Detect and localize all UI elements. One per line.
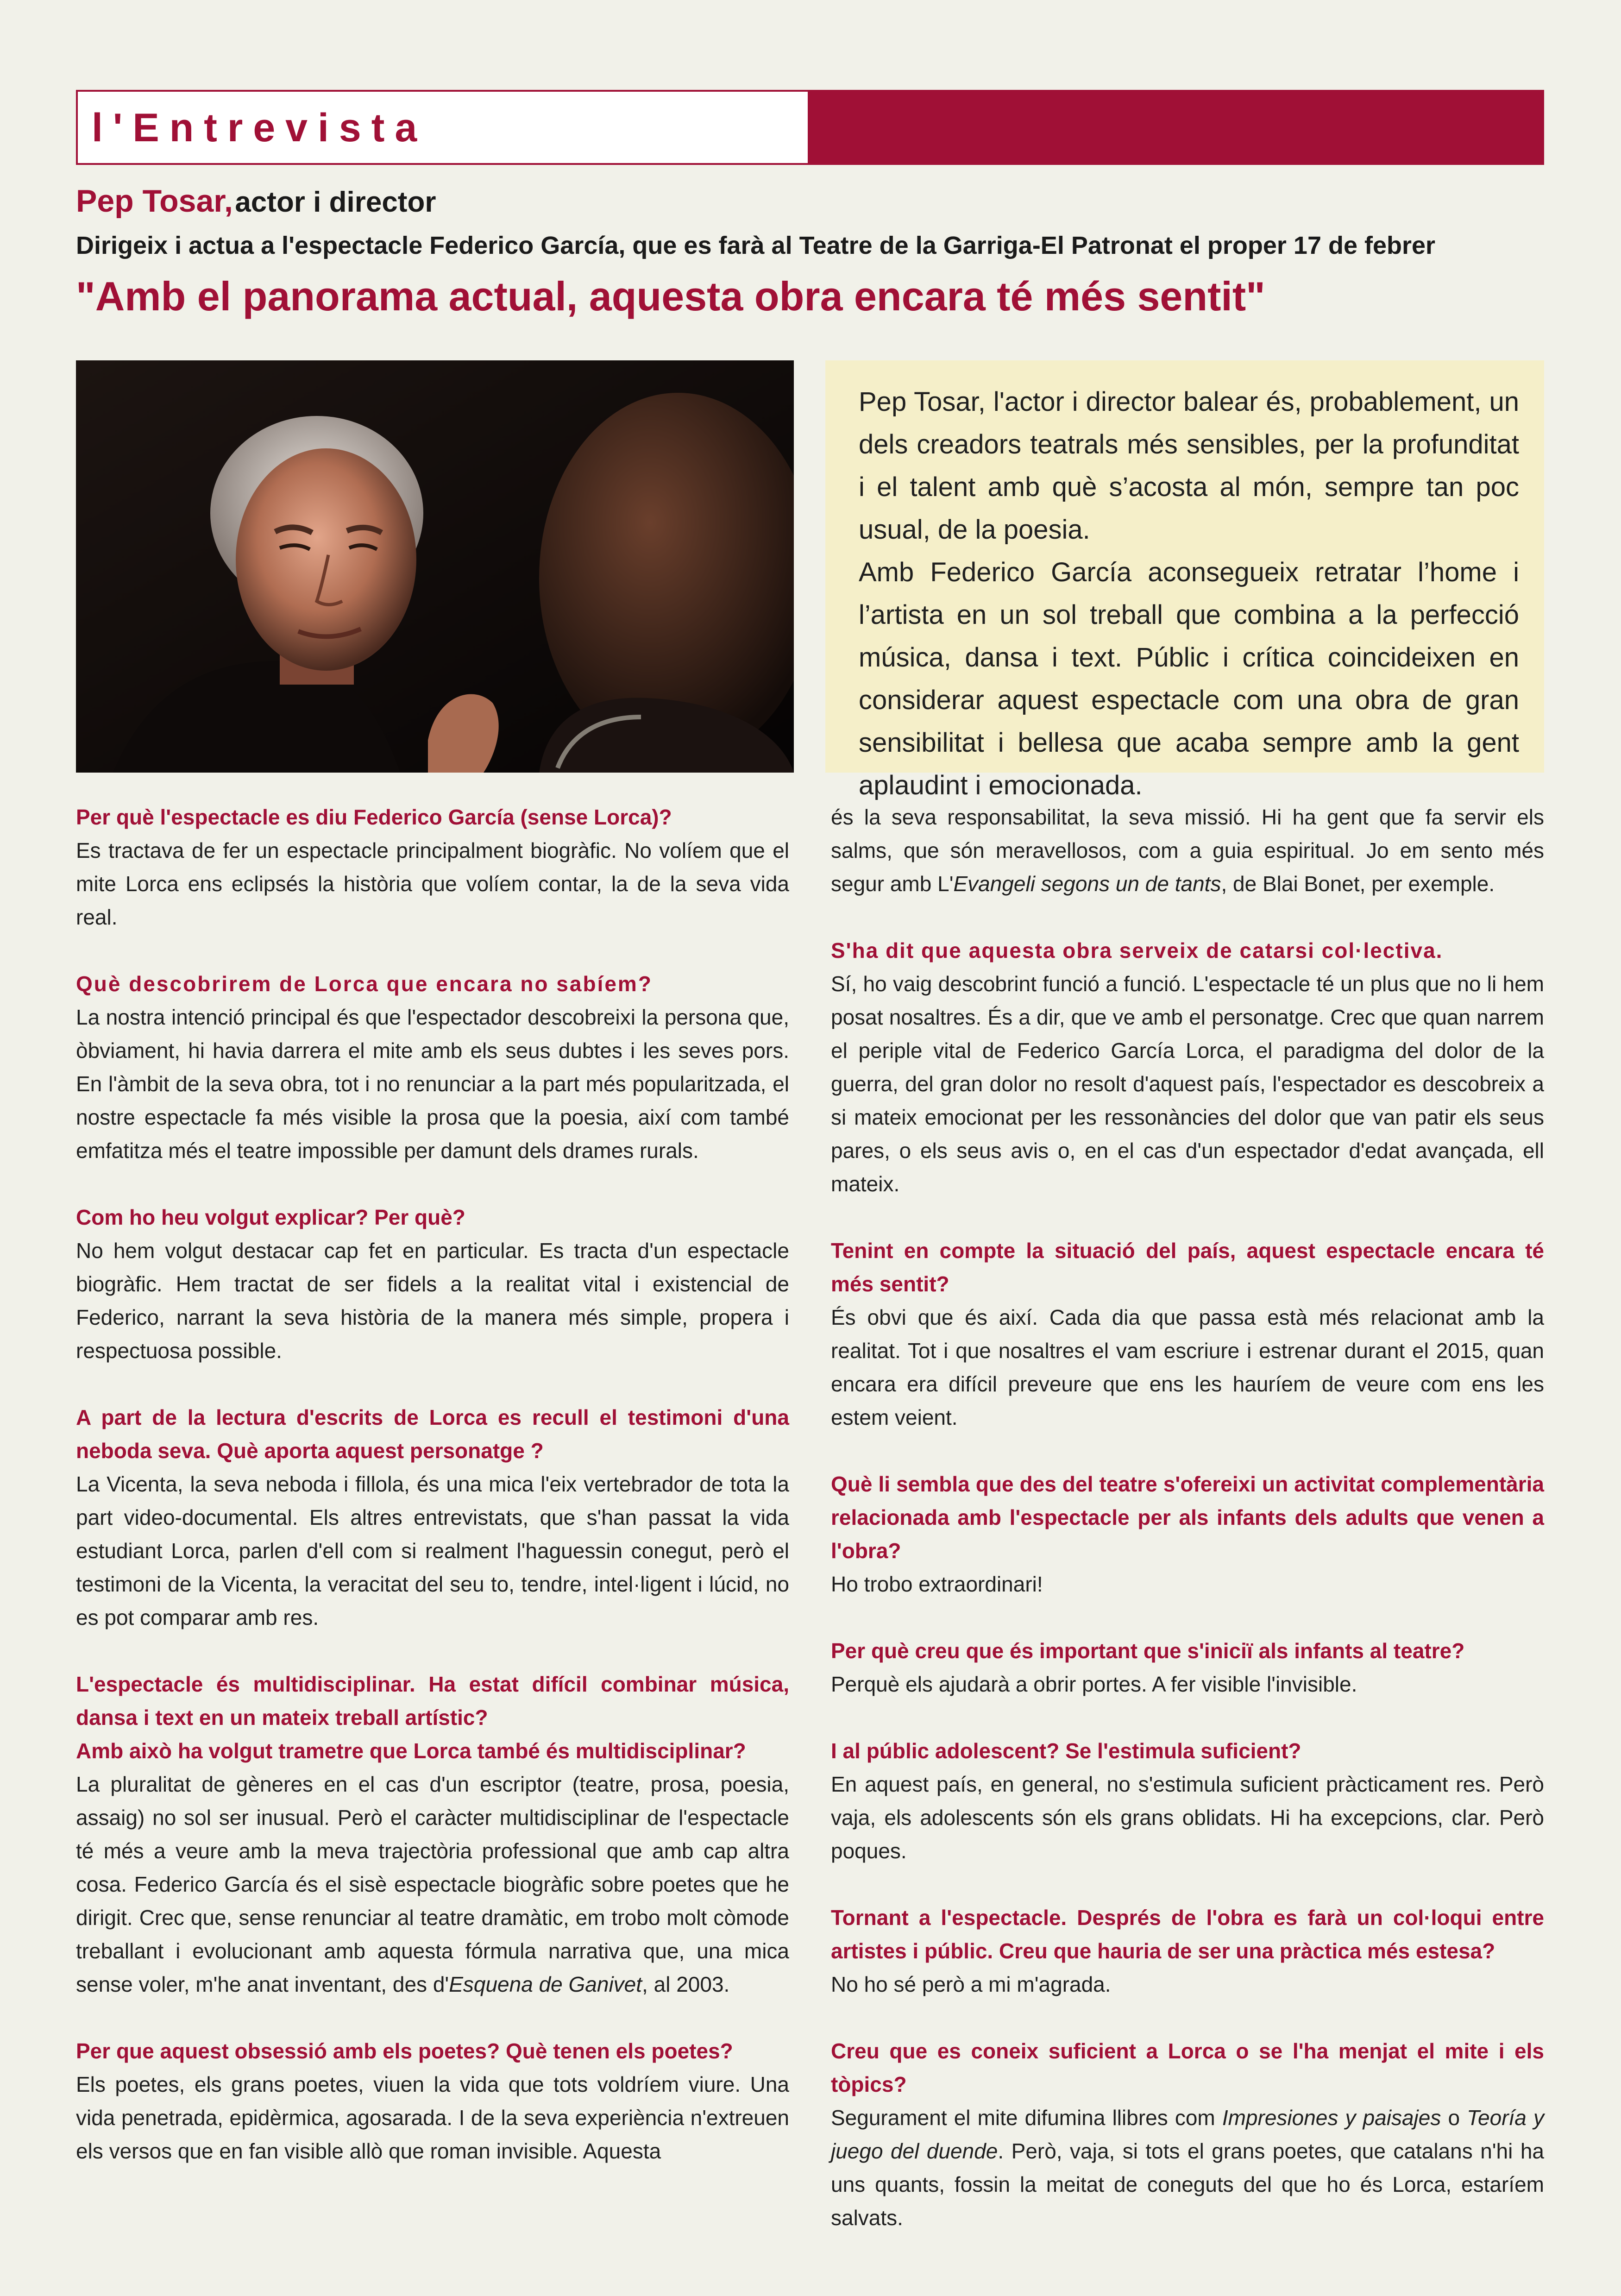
- answer: Els poetes, els grans poetes, viuen la vida que tots voldríem viure. Una vida penetrada, epidèrmica, agosarada. I de la seva experiència n'extreuen els versos que en fan visible allò que roman invisible. Aquesta: [76, 2072, 789, 2163]
- question: A part de la lectura d'escrits de Lorca es recull el testimoni d'una neboda seva. Què aporta aquest personatge ?: [76, 1405, 789, 1463]
- intro-box: [825, 360, 1544, 800]
- interviewee-role: actor i director: [235, 186, 436, 218]
- qa-block: [831, 2034, 1544, 2234]
- left-column: [76, 800, 789, 2201]
- answer-title: Evangeli segons un de tants: [953, 872, 1221, 896]
- question: Creu que es coneix suficient a Lorca o se l'ha menjat el mite i els tòpics?: [831, 2039, 1544, 2096]
- qa-block: [76, 1667, 789, 2001]
- answer: Es tractava de fer un espectacle principalment biogràfic. No volíem que el mite Lorca ens eclipsés la història que volíem contar, la de la seva vida real.: [76, 838, 789, 929]
- qa-block: [831, 1634, 1544, 1701]
- question: Què descobrirem de Lorca que encara no sabíem?: [76, 972, 653, 996]
- qa-block: [76, 2034, 789, 2168]
- answer: La Vicenta, la seva neboda i fillola, és una mica l'eix vertebrador de tota la part video-documental. Els altres entrevistats, que s'han passat la vida estudiant Lorca, parlen d'ell com si realment l'haguessin conegut, però el testimoni de la Vicenta, la veracitat del seu to, tendre, intel·ligent i lúcid, no es pot comparar amb res.: [76, 1472, 789, 1629]
- answer: [831, 2101, 1544, 2234]
- question: Per què l'espectacle es diu Federico García (sense Lorca)?: [76, 805, 672, 829]
- answer: No ho sé però a mi m'agrada.: [831, 1972, 1111, 1996]
- question: S'ha dit que aquesta obra serveix de catarsi col·lectiva.: [831, 938, 1443, 962]
- question: Tenint en compte la situació del país, aquest espectacle encara té més sentit?: [831, 1239, 1544, 1296]
- qa-block: [831, 934, 1544, 1201]
- answer-text: , de Blai Bonet, per exemple.: [1221, 872, 1495, 896]
- answer: Perquè els ajudarà a obrir portes. A fer visible l'invisible.: [831, 1672, 1357, 1696]
- question: Per què creu que és important que s'iniciï als infants al teatre?: [831, 1639, 1465, 1663]
- question: Tornant a l'espectacle. Després de l'obra es farà un col·loqui entre artistes i públic. Creu que hauria de ser una pràctica més estesa?: [831, 1906, 1544, 1963]
- answer-title: Impresiones y paisajes: [1222, 2106, 1441, 2130]
- interview-photo: [76, 360, 794, 773]
- answer-text: , al 2003.: [642, 1972, 730, 1996]
- answer-text: Segurament el mite difumina llibres com: [831, 2106, 1222, 2130]
- right-column: [831, 800, 1544, 2268]
- question: Què li sembla que des del teatre s'ofereixi un activitat complementària relacionada amb l'espectacle per als infants dels adults que venen a l'obra?: [831, 1472, 1544, 1563]
- question-followup: Amb això ha volgut trametre que Lorca també és multidisciplinar?: [76, 1739, 746, 1763]
- question: L'espectacle és multidisciplinar. Ha estat difícil combinar música, dansa i text en un mateix treball artístic?: [76, 1672, 789, 1730]
- answer: No hem volgut destacar cap fet en particular. Es tracta d'un espectacle biogràfic. Hem tractat de ser fidels a la realitat vital i existencial de Federico, narrant la seva història de la manera més simple, propera i respectuosa possible.: [76, 1239, 789, 1363]
- answer-text: o: [1441, 2106, 1467, 2130]
- qa-block: [76, 1201, 789, 1367]
- qa-block: [831, 1467, 1544, 1601]
- qa-block: [831, 1234, 1544, 1434]
- answer: És obvi que és així. Cada dia que passa està més relacionat amb la realitat. Tot i que nosaltres el vam escriure i estrenar durant el 2015, quan encara era difícil preveure que ens les hauríem de veure com ens les estem veient.: [831, 1305, 1544, 1429]
- answer-title: Esquena de Ganivet: [449, 1972, 642, 1996]
- section-title-box: [76, 90, 810, 165]
- answer-continued: [831, 800, 1544, 900]
- section-title: l'Entrevista: [92, 106, 427, 150]
- qa-block: [76, 1401, 789, 1634]
- answer: En aquest país, en general, no s'estimula suficient pràcticament res. Però vaja, els adolescents són els grans oblidats. Hi ha excepcions, clar. Però poques.: [831, 1772, 1544, 1863]
- header-color-bar: [810, 90, 1544, 165]
- answer-text: La pluralitat de gèneres en el cas d'un escriptor (teatre, prosa, poesia, assaig) no sol ser inusual. Però el caràcter multidisciplinar de l'espectacle té més a veure amb la meva trajectòria professional que amb cap altra cosa. Federico García és el sisè espectacle biogràfic sobre poetes que he dirigit. Crec que, sense renunciar al teatre dramàtic, em trobo molt còmode treballant i evolucionant amb aquesta fórmula narrativa que, una mica sense voler, m'he anat inventant, des d': [76, 1772, 789, 1996]
- question: I al públic adolescent? Se l'estimula suficient?: [831, 1739, 1301, 1763]
- article-headline: "Amb el panorama actual, aquesta obra encara té més sentit": [76, 273, 1265, 319]
- section-header-band: [76, 90, 1544, 165]
- answer: Ho trobo extraordinari!: [831, 1572, 1043, 1596]
- qa-block: [831, 1734, 1544, 1868]
- photo-illustration: [76, 360, 794, 773]
- qa-block: [831, 1901, 1544, 2001]
- question: Com ho heu volgut explicar? Per què?: [76, 1205, 465, 1229]
- answer-text: . Però, vaja, si tots el grans poetes, que catalans n'hi ha uns quants, fossin la meitat de coneguts del que ho és Lorca, estaríem salvats.: [831, 2139, 1544, 2230]
- intro-paragraph-2: Amb Federico García aconsegueix retratar l’home i l’artista en un sol treball que combina a la perfecció música, dansa i text. Públic i crítica coincideixen en considerar aquest espectacle com una obra de gran sensibilitat i bellesa que acaba sempre amb la gent aplaudint i emocionada.: [859, 557, 1519, 800]
- qa-block: [76, 967, 789, 1167]
- interviewee-name: Pep Tosar,: [76, 183, 233, 219]
- byline: [76, 178, 436, 233]
- answer-title: Teoría y juego del duende: [831, 2106, 1544, 2163]
- answer: La nostra intenció principal és que l'espectador descobreixi la persona que, òbviament, hi havia darrera el mite amb els seus dubtes i les seves pors. En l'àmbit de la seva obra, tot i no renunciar a la part més popularitzada, el nostre espectacle fa més visible la prosa que la poesia, així com també emfatitza més el teatre impossible per damunt dels drames rurals.: [76, 1005, 789, 1163]
- answer-text: és la seva responsabilitat, la seva missió. Hi ha gent que fa servir els salms, que són meravellosos, com a guia espiritual. Jo em sento més segur amb L': [831, 805, 1544, 896]
- answer: Sí, ho vaig descobrint funció a funció. L'espectacle té un plus que no li hem posat nosaltres. És a dir, que ve amb el personatge. Crec que quan narrem el periple vital de Federico García Lorca, el paradigma del dolor de la guerra, del gran dolor no resolt d'aquest país, l'espectador es descobreix a si mateix emocionat per les ressonàncies del dolor que van patir els seus pares, o els seus avis o, en el cas d'un espectador d'edat avançada, ell mateix.: [831, 972, 1544, 1196]
- intro-paragraph-1: Pep Tosar, l'actor i director balear és, probablement, un dels creadors teatrals més sensibles, per la profunditat i el talent amb què s’acosta al món, sempre tan poc usual, de la poesia.: [859, 387, 1519, 545]
- qa-block: [76, 800, 789, 934]
- answer: [76, 1768, 789, 2001]
- question: Per que aquest obsessió amb els poetes? Què tenen els poetes?: [76, 2039, 733, 2063]
- article-subtitle: Dirigeix i actua a l'espectacle Federico García, que es farà al Teatre de la Garriga-El Patronat el proper 17 de febrer: [76, 232, 1436, 259]
- qa-block: [831, 800, 1544, 900]
